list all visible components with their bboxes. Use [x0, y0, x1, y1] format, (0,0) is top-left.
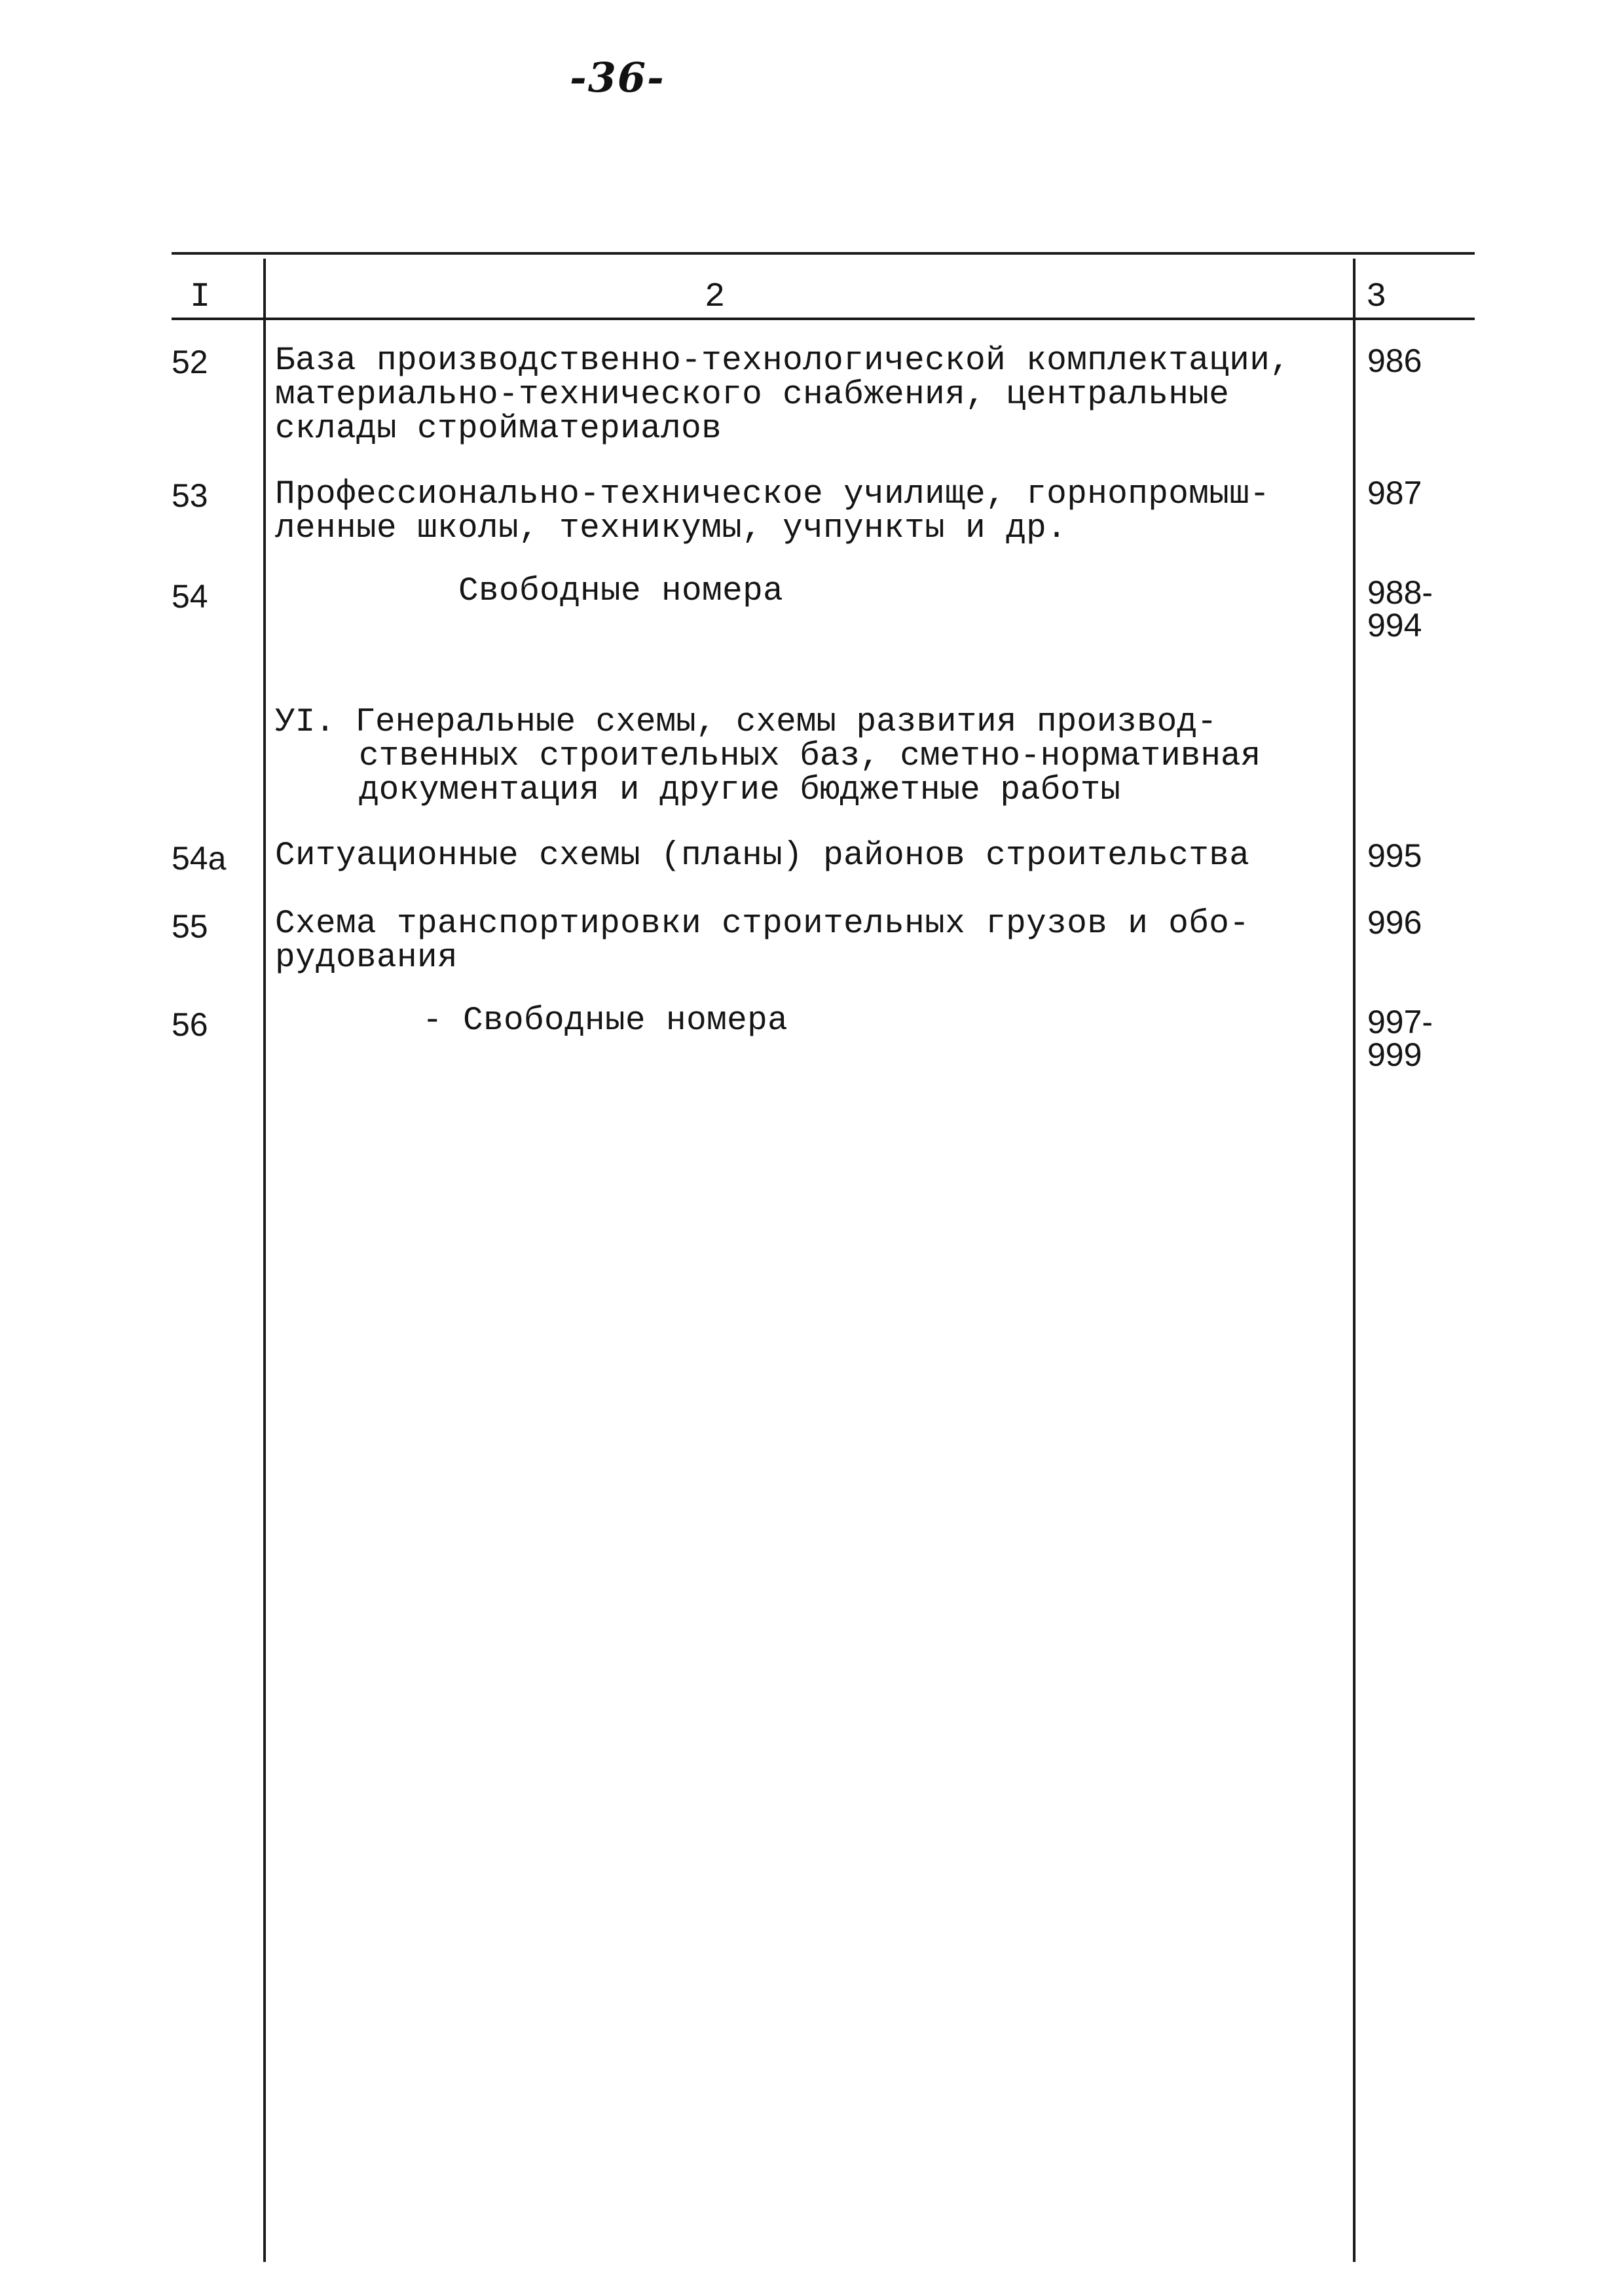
row-number: 54а — [172, 840, 227, 877]
row-description — [275, 839, 1249, 873]
row-number: 52 — [172, 344, 208, 380]
row-description — [422, 1004, 788, 1038]
header-bottom-rule — [172, 318, 1475, 320]
code-line: 988- — [1367, 574, 1433, 611]
description-line: склады стройматериалов — [275, 410, 722, 448]
table-top-rule — [172, 252, 1475, 255]
row-code — [1367, 906, 1422, 939]
row-description — [458, 575, 783, 609]
description-line: Профессионально-техническое училище, горнопромыш- — [275, 476, 1270, 513]
row-code — [1367, 576, 1433, 642]
row-code — [1367, 344, 1422, 377]
section-line: УI. Генеральные схемы, схемы развития производ- — [275, 704, 1217, 741]
row-description — [275, 907, 1249, 975]
description-line: ленные школы, техникумы, учпункты и др. — [275, 510, 1067, 547]
code-line: 994 — [1367, 607, 1422, 644]
description-line: База производственно-технологической комплектации, — [275, 342, 1291, 380]
description-line: Схема транспортировки строительных грузов и обо- — [275, 905, 1250, 943]
row-code — [1367, 1006, 1433, 1071]
row-number: 54 — [172, 578, 208, 615]
row-number: 55 — [172, 908, 208, 945]
page-number: -36- — [570, 54, 665, 101]
row-number: 56 — [172, 1006, 208, 1043]
description-line: - Свободные номера — [422, 1002, 788, 1040]
description-line: Ситуационные схемы (планы) районов строительства — [275, 837, 1250, 875]
code-line: 997- — [1367, 1004, 1433, 1040]
row-description — [275, 344, 1290, 446]
column-divider-1 — [263, 259, 266, 2262]
section-line: ственных строительных баз, сметно-нормативная — [359, 738, 1261, 775]
row-code — [1367, 477, 1422, 509]
header-col-1: I — [190, 278, 211, 316]
code-line: 986 — [1367, 342, 1422, 379]
code-line: 999 — [1367, 1036, 1422, 1073]
code-line: 987 — [1367, 475, 1422, 511]
row-description — [275, 478, 1270, 546]
column-divider-2 — [1353, 259, 1356, 2262]
code-line: 996 — [1367, 904, 1422, 941]
code-line: 995 — [1367, 837, 1422, 874]
section-heading — [275, 706, 1261, 808]
row-number: 53 — [172, 477, 208, 514]
description-line: материально-технического снабжения, центральные — [275, 376, 1230, 414]
header-col-3: 3 — [1366, 278, 1387, 316]
row-code — [1367, 839, 1422, 872]
description-line: рудования — [275, 939, 458, 977]
section-line: документация и другие бюджетные работы — [359, 772, 1120, 809]
description-line: Свободные номера — [458, 573, 784, 610]
header-col-2: 2 — [705, 278, 726, 316]
